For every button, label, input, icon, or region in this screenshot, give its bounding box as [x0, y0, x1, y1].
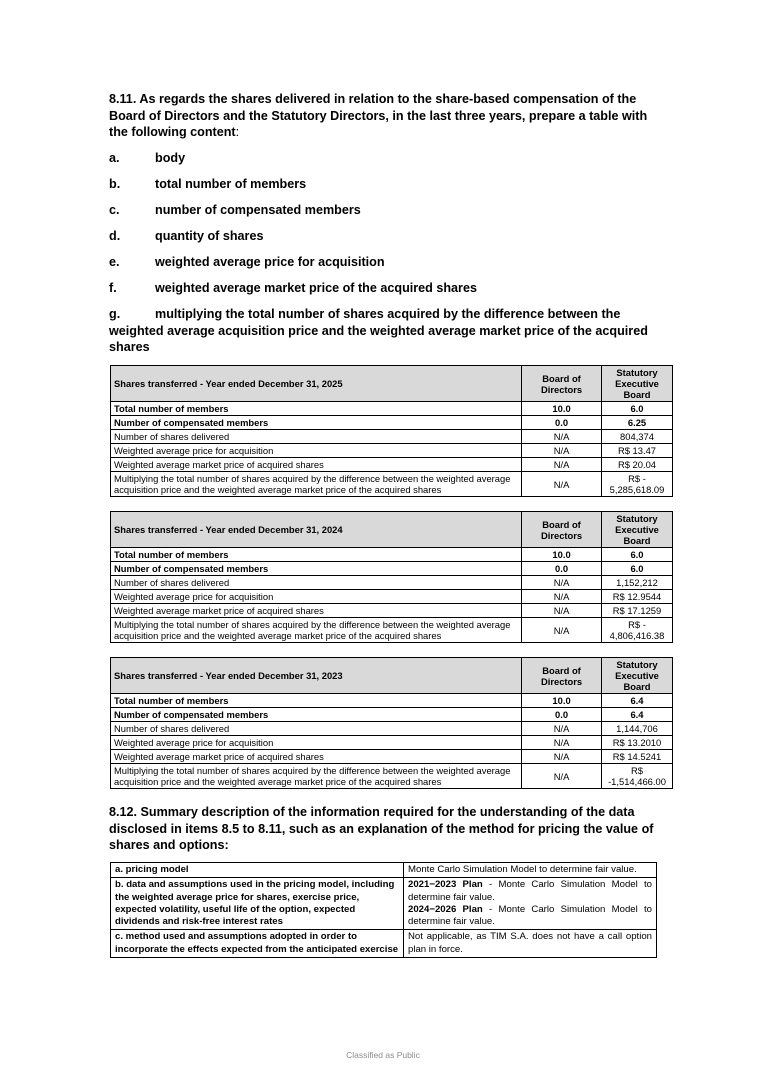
list-text: multiplying the total number of shares acquired by the difference between the weighted average acquisition price and the weighted average market price of the acquired shares: [109, 307, 648, 354]
pricing-summary-table: [110, 862, 657, 958]
board-value: 10.0: [522, 548, 602, 562]
list-item: [109, 306, 649, 356]
board-value: N/A: [522, 722, 602, 736]
list-item: [109, 150, 185, 166]
table-row: [111, 458, 673, 472]
list-letter: c.: [109, 203, 120, 217]
list-letter: b.: [109, 177, 121, 191]
row-label: Weighted average price for acquisition: [111, 736, 522, 750]
board-value: 10.0: [522, 402, 602, 416]
board-value: 0.0: [522, 562, 602, 576]
list-text: total number of members: [155, 177, 307, 191]
table-title: Shares transferred - Year ended December 31, 2023: [111, 658, 522, 694]
anticipated-exercise-answer: Not applicable, as TIM S.A. does not have a call option plan in force.: [404, 930, 657, 958]
list-text: weighted average price for acquisition: [155, 255, 385, 269]
statutory-value: 804,374: [602, 430, 673, 444]
list-item: [109, 280, 477, 296]
table-row: [111, 590, 673, 604]
list-item: [109, 254, 385, 270]
table-title: Shares transferred - Year ended December 31, 2024: [111, 512, 522, 548]
statutory-value: 6.0: [602, 562, 673, 576]
section-8-11-heading: [109, 91, 664, 141]
statutory-value: 1,152,212: [602, 576, 673, 590]
statutory-value: 6.0: [602, 548, 673, 562]
table-row: [111, 863, 657, 878]
table-header-row: [111, 366, 673, 402]
column-header-board: Board of Directors: [522, 366, 602, 402]
table-header-row: [111, 658, 673, 694]
row-label: Weighted average market price of acquired shares: [111, 750, 522, 764]
row-label: Weighted average price for acquisition: [111, 444, 522, 458]
table-row: [111, 548, 673, 562]
row-label: Multiplying the total number of shares acquired by the difference between the weighted average acquisition price and the weighted average market price of the acquired shares: [111, 618, 522, 643]
column-header-board: Board of Directors: [522, 512, 602, 548]
list-item: [109, 176, 306, 192]
table-row: [111, 402, 673, 416]
row-label: Number of compensated members: [111, 708, 522, 722]
row-label: Number of compensated members: [111, 416, 522, 430]
row-label: Number of compensated members: [111, 562, 522, 576]
list-text: weighted average market price of the acquired shares: [155, 281, 477, 295]
statutory-value: R$ 14.5241: [602, 750, 673, 764]
board-value: N/A: [522, 604, 602, 618]
statutory-value: R$ -1,514,466.00: [602, 764, 673, 789]
list-text: quantity of shares: [155, 229, 264, 243]
table-row: [111, 562, 673, 576]
board-value: N/A: [522, 590, 602, 604]
list-letter: g.: [109, 307, 121, 321]
board-value: N/A: [522, 472, 602, 497]
column-header-statutory: Statutory Executive Board: [602, 366, 673, 402]
table-row: [111, 930, 657, 958]
column-header-board: Board of Directors: [522, 658, 602, 694]
statutory-value: R$ - 5,285,618.09: [602, 472, 673, 497]
list-item: [109, 202, 361, 218]
shares-table-2023: [110, 657, 673, 789]
board-value: N/A: [522, 764, 602, 789]
statutory-value: R$ 20.04: [602, 458, 673, 472]
column-header-statutory: Statutory Executive Board: [602, 658, 673, 694]
list-letter: a.: [109, 151, 120, 165]
row-label: Total number of members: [111, 402, 522, 416]
shares-table-2024: [110, 511, 673, 643]
shares-table-2025: [110, 365, 673, 497]
row-label: Weighted average price for acquisition: [111, 590, 522, 604]
table-row: [111, 618, 673, 643]
statutory-value: 6.0: [602, 402, 673, 416]
board-value: 10.0: [522, 694, 602, 708]
statutory-value: R$ - 4,806,416.38: [602, 618, 673, 643]
board-value: N/A: [522, 736, 602, 750]
board-value: N/A: [522, 444, 602, 458]
plan-2021-2023: [408, 879, 652, 904]
row-label: Number of shares delivered: [111, 576, 522, 590]
list-text: number of compensated members: [155, 203, 361, 217]
statutory-value: R$ 13.47: [602, 444, 673, 458]
statutory-value: 6.4: [602, 694, 673, 708]
statutory-value: R$ 13.2010: [602, 736, 673, 750]
pricing-model-answer: Monte Carlo Simulation Model to determine fair value.: [404, 863, 657, 878]
list-item: [109, 228, 263, 244]
row-label: Number of shares delivered: [111, 722, 522, 736]
board-value: N/A: [522, 576, 602, 590]
row-label: Total number of members: [111, 548, 522, 562]
plan-2024-2026: [408, 904, 652, 929]
board-value: 0.0: [522, 416, 602, 430]
table-header-row: [111, 512, 673, 548]
row-label: Number of shares delivered: [111, 430, 522, 444]
table-row: [111, 764, 673, 789]
column-header-statutory: Statutory Executive Board: [602, 512, 673, 548]
table-row: [111, 750, 673, 764]
row-label: Multiplying the total number of shares acquired by the difference between the weighted average acquisition price and the weighted average market price of the acquired shares: [111, 764, 522, 789]
list-letter: d.: [109, 229, 121, 243]
plan-name: 2021−2023 Plan: [408, 879, 483, 891]
plan-description: - Monte Carlo Simulation Model to determine fair value.: [408, 879, 652, 903]
classification-footer: Classified as Public: [346, 1050, 420, 1060]
section-8-11-heading-text: 8.11. As regards the shares delivered in relation to the share-based compensation of the Board of Directors and the Statutory Directors, in the last three years, prepare a table with the following content: [109, 92, 648, 139]
table-row: [111, 708, 673, 722]
anticipated-exercise-question: c. method used and assumptions adopted in order to incorporate the effects expected from the anticipated exercise: [111, 930, 404, 958]
table-row: [111, 878, 657, 930]
board-value: N/A: [522, 458, 602, 472]
table-title: Shares transferred - Year ended December 31, 2025: [111, 366, 522, 402]
statutory-value: 1,144,706: [602, 722, 673, 736]
row-label: Total number of members: [111, 694, 522, 708]
statutory-value: 6.25: [602, 416, 673, 430]
row-label: Weighted average market price of acquired shares: [111, 604, 522, 618]
plan-name: 2024−2026 Plan: [408, 903, 483, 915]
table-row: [111, 722, 673, 736]
row-label: Weighted average market price of acquired shares: [111, 458, 522, 472]
plan-description: - Monte Carlo Simulation Model to determine fair value.: [408, 903, 652, 928]
list-letter: e.: [109, 255, 120, 269]
assumptions-answer: [404, 878, 657, 930]
table-row: [111, 694, 673, 708]
board-value: 0.0: [522, 708, 602, 722]
assumptions-question: b. data and assumptions used in the pricing model, including the weighted average price for shares, exercise price, expected volatility, useful life of the option, expected dividends and risk-free interest rates: [111, 878, 404, 930]
board-value: N/A: [522, 618, 602, 643]
list-text: body: [155, 151, 186, 165]
table-row: [111, 736, 673, 750]
statutory-value: R$ 17.1259: [602, 604, 673, 618]
row-label: Multiplying the total number of shares acquired by the difference between the weighted average acquisition price and the weighted average market price of the acquired shares: [111, 472, 522, 497]
section-8-12-heading: 8.12. Summary description of the information required for the understanding of the data disclosed in items 8.5 to 8.11, such as an explanation of the method for pricing the value of shares and options:: [109, 805, 654, 852]
board-value: N/A: [522, 430, 602, 444]
pricing-model-question: a. pricing model: [111, 863, 404, 878]
table-row: [111, 416, 673, 430]
table-row: [111, 472, 673, 497]
section-8-11-heading-tail: :: [235, 125, 240, 139]
table-row: [111, 604, 673, 618]
table-row: [111, 576, 673, 590]
table-row: [111, 444, 673, 458]
statutory-value: R$ 12.9544: [602, 590, 673, 604]
list-letter: f.: [109, 281, 117, 295]
table-row: [111, 430, 673, 444]
board-value: N/A: [522, 750, 602, 764]
statutory-value: 6.4: [602, 708, 673, 722]
